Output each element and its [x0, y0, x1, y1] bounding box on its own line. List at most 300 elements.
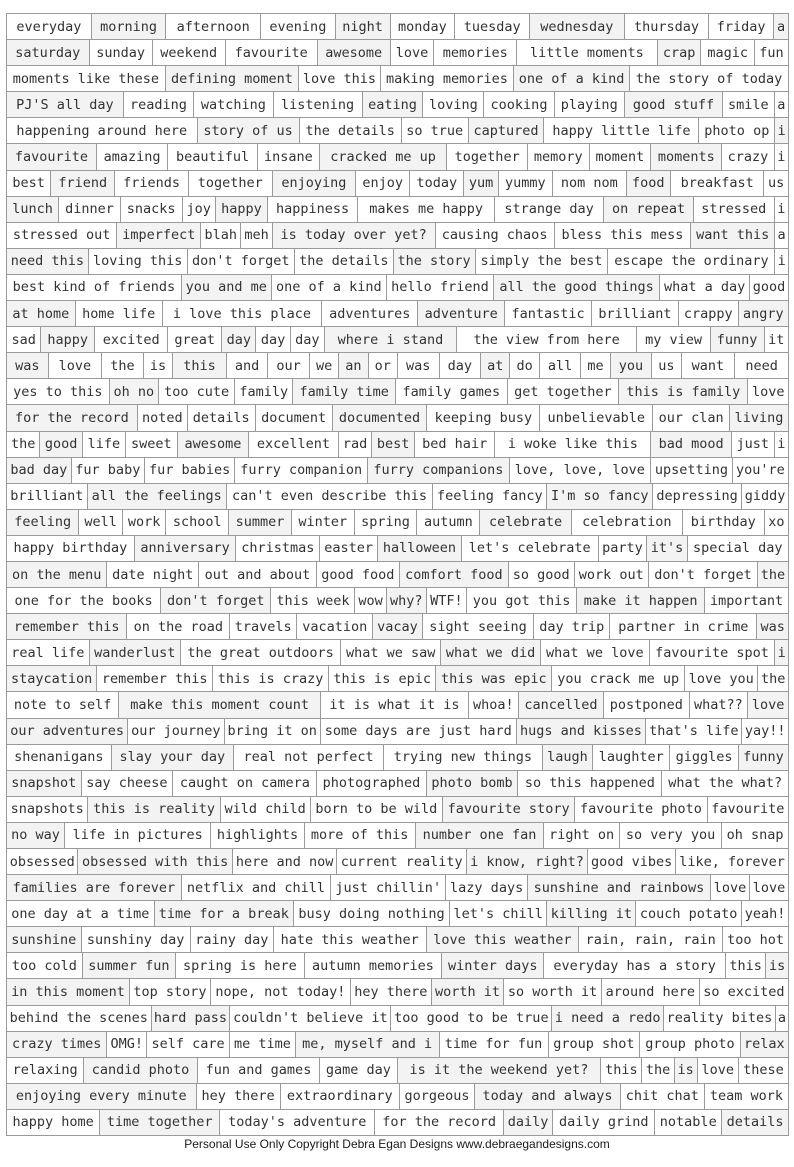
word-label: this was epic — [435, 665, 552, 692]
word-label: moment — [589, 143, 652, 170]
word-label: make this moment count — [118, 691, 321, 718]
word-label: can't even describe this — [226, 483, 433, 510]
word-label: around here — [601, 978, 700, 1005]
word-label: some days are just hard — [320, 718, 517, 745]
word-label: real life — [6, 639, 90, 666]
word-label: wild child — [220, 796, 311, 823]
word-label: love — [747, 378, 789, 405]
word-label: travels — [229, 613, 297, 640]
word-row — [6, 143, 788, 169]
word-label: staycation — [6, 665, 97, 692]
word-label: it is what it is — [320, 691, 469, 718]
word-label: time for a break — [154, 900, 294, 927]
word-label: captured — [468, 117, 545, 144]
word-label: unbelievable — [539, 404, 653, 431]
word-label: breakfast — [670, 170, 764, 197]
word-label: love — [710, 874, 750, 901]
word-label: WTF! — [426, 587, 467, 614]
word-label: anniversary — [134, 535, 237, 562]
word-label: best kind of friends — [6, 274, 182, 301]
word-label: i woke like this — [494, 431, 651, 458]
word-label: family time — [292, 378, 396, 405]
word-row — [6, 431, 788, 457]
word-label: remember this — [6, 613, 127, 640]
word-label: today — [409, 170, 464, 197]
word-label: want this — [690, 222, 775, 249]
word-label: i — [774, 431, 789, 458]
word-label: day — [221, 326, 256, 353]
word-row — [6, 587, 788, 613]
word-label: laugh — [542, 744, 593, 771]
word-label: what we saw — [340, 639, 441, 666]
word-label: school — [165, 509, 229, 536]
word-label: spring — [354, 509, 418, 536]
word-label: hey there — [196, 1083, 281, 1110]
word-label: keeping busy — [426, 404, 540, 431]
word-label: details — [187, 404, 256, 431]
word-label: fur babies — [144, 457, 235, 484]
word-label: chit chat — [620, 1083, 705, 1110]
word-label: hard pass — [151, 1005, 231, 1032]
word-label: excellent — [248, 431, 339, 458]
word-label: i — [774, 143, 789, 170]
word-label: an — [338, 352, 368, 379]
word-label: that's life — [645, 718, 742, 745]
word-label: it — [764, 326, 790, 353]
word-label: smile — [722, 91, 775, 118]
word-label: adventure — [417, 300, 505, 327]
word-label: daily grind — [552, 1109, 655, 1136]
word-label: bring it on — [224, 718, 321, 745]
word-label: noted — [137, 404, 188, 431]
word-label: killing it — [546, 900, 636, 927]
word-label: autumn memories — [304, 952, 443, 979]
word-label: we — [309, 352, 339, 379]
word-label: all the feelings — [87, 483, 227, 510]
word-label: happiness — [267, 196, 358, 223]
word-label: on the road — [126, 613, 230, 640]
word-label: adventures — [321, 300, 418, 327]
word-label: comfort food — [399, 561, 509, 588]
word-label: I'm so fancy — [546, 483, 653, 510]
word-row — [6, 1083, 788, 1109]
word-label: i need a redo — [551, 1005, 664, 1032]
word-label: funny — [710, 326, 765, 353]
word-label: don't forget — [160, 587, 271, 614]
word-label: partner in crime — [609, 613, 757, 640]
word-label: all — [539, 352, 582, 379]
word-label: you and me — [181, 274, 272, 301]
word-row — [6, 744, 788, 770]
word-row — [6, 639, 788, 665]
word-label: our clan — [652, 404, 730, 431]
word-label: depressing — [652, 483, 742, 510]
word-label: day — [255, 326, 290, 353]
word-label: hugs and kisses — [516, 718, 647, 745]
word-label: let's celebrate — [461, 535, 599, 562]
word-row — [6, 665, 788, 691]
word-row — [6, 300, 788, 326]
word-label: family games — [395, 378, 508, 405]
word-label: day trip — [533, 613, 610, 640]
word-label: rad — [338, 431, 372, 458]
word-label: awesome — [317, 39, 391, 66]
word-label: so true — [401, 117, 469, 144]
word-label: or — [368, 352, 398, 379]
word-label: favourite — [6, 143, 97, 170]
word-label: listening — [273, 91, 363, 118]
word-label: happy — [215, 196, 268, 223]
word-label: upsetting — [650, 457, 733, 484]
word-label: escape the ordinary — [607, 248, 775, 275]
word-label: notable — [654, 1109, 722, 1136]
word-label: note to self — [6, 691, 119, 718]
word-label: cooking — [483, 91, 554, 118]
word-label: afternoon — [165, 13, 261, 40]
word-label: one for the books — [6, 587, 161, 614]
word-label: happening around here — [6, 117, 198, 144]
word-label: happy — [40, 326, 95, 353]
word-row — [6, 509, 788, 535]
word-label: awesome — [177, 431, 249, 458]
word-label: i — [774, 196, 789, 223]
word-row — [6, 691, 788, 717]
word-label: dinner — [58, 196, 121, 223]
word-label: sad — [6, 326, 41, 353]
word-label: photo bomb — [426, 770, 519, 797]
word-label: brilliant — [6, 483, 88, 510]
word-label: game day — [319, 1057, 397, 1084]
word-label: my view — [636, 326, 710, 353]
word-label: life in pictures — [64, 822, 211, 849]
word-label: this is family — [618, 378, 748, 405]
word-label: the — [6, 431, 40, 458]
word-label: this — [172, 352, 227, 379]
word-label: moments like these — [6, 65, 166, 92]
word-label: no way — [6, 822, 65, 849]
word-label: good vibes — [587, 848, 676, 875]
word-label: eating — [362, 91, 424, 118]
word-label: good stuff — [624, 91, 723, 118]
word-label: in this moment — [6, 978, 130, 1005]
word-label: meh — [240, 222, 272, 249]
word-row — [6, 65, 788, 91]
word-label: you crack me up — [551, 665, 685, 692]
word-label: nope, not today! — [210, 978, 351, 1005]
word-row — [6, 1005, 788, 1031]
word-label: trying new things — [383, 744, 543, 771]
word-label: love — [747, 691, 789, 718]
word-row — [6, 900, 788, 926]
word-label: yay!! — [741, 718, 789, 745]
word-label: celebrate — [479, 509, 572, 536]
word-label: cracked me up — [319, 143, 448, 170]
word-label: whoa! — [468, 691, 519, 718]
word-label: us — [763, 170, 789, 197]
word-label: nom nom — [552, 170, 627, 197]
word-label: document — [255, 404, 333, 431]
word-label: summer — [228, 509, 292, 536]
word-label: favourite — [225, 39, 318, 66]
word-label: just — [731, 431, 775, 458]
word-label: postponed — [603, 691, 689, 718]
word-label: oh snap — [721, 822, 789, 849]
word-label: bad day — [6, 457, 72, 484]
word-row — [6, 718, 788, 744]
word-label: daily — [503, 1109, 553, 1136]
word-label: couldn't believe it — [229, 1005, 391, 1032]
word-label: relaxing — [6, 1057, 84, 1084]
word-label: everyday has a story — [543, 952, 726, 979]
word-label: winter — [291, 509, 355, 536]
word-label: enjoying — [272, 170, 357, 197]
word-label: at — [480, 352, 510, 379]
word-label: brilliant — [591, 300, 679, 327]
word-label: good — [39, 431, 83, 458]
word-label: little moments — [516, 39, 658, 66]
word-label: enjoying every minute — [6, 1083, 197, 1110]
word-label: weekend — [152, 39, 226, 66]
word-label: living — [729, 404, 789, 431]
word-label: fun and games — [197, 1057, 320, 1084]
word-label: today's adventure — [219, 1109, 375, 1136]
word-label: feeling fancy — [432, 483, 547, 510]
word-label: reading — [123, 91, 194, 118]
word-label: great — [167, 326, 222, 353]
word-label: home life — [75, 300, 163, 327]
word-label: me — [580, 352, 610, 379]
word-label: party — [598, 535, 648, 562]
word-label: want — [681, 352, 736, 379]
word-label: excited — [94, 326, 168, 353]
word-row — [6, 117, 788, 143]
word-label: loving this — [88, 248, 188, 275]
word-label: the view from here — [456, 326, 638, 353]
word-label: team work — [704, 1083, 789, 1110]
word-label: work — [122, 509, 167, 536]
word-label: obsessed with this — [77, 848, 232, 875]
word-row — [6, 1031, 788, 1057]
word-label: snapshot — [6, 770, 82, 797]
word-label: hello friend — [386, 274, 494, 301]
word-label: the — [101, 352, 144, 379]
word-label: is it the weekend yet? — [397, 1057, 602, 1084]
word-label: say cheese — [81, 770, 174, 797]
word-label: oh no — [109, 378, 159, 405]
word-label: favourite story — [442, 796, 575, 823]
word-label: making memories — [380, 65, 514, 92]
word-label: this is epic — [328, 665, 436, 692]
word-label: what a day — [659, 274, 750, 301]
word-label: so excited — [699, 978, 789, 1005]
word-label: moments — [650, 143, 722, 170]
word-label: a — [774, 91, 789, 118]
word-label: love, love, love — [509, 457, 651, 484]
word-label: out and about — [198, 561, 317, 588]
word-label: PJ'S all day — [6, 91, 124, 118]
word-label: too cold — [6, 952, 83, 979]
word-label: monday — [390, 13, 456, 40]
word-row — [6, 848, 788, 874]
word-label: lunch — [6, 196, 59, 223]
word-label: it's — [646, 535, 687, 562]
word-label: get together — [507, 378, 620, 405]
word-label: our adventures — [6, 718, 128, 745]
word-label: xo — [764, 509, 789, 536]
word-label: together — [188, 170, 273, 197]
word-label: feeling — [6, 509, 79, 536]
word-label: stressed out — [6, 222, 117, 249]
word-label: netflix and chill — [181, 874, 331, 901]
word-label: current reality — [336, 848, 467, 875]
word-label: playing — [554, 91, 625, 118]
word-label: born to be wild — [310, 796, 443, 823]
word-label: a — [775, 1005, 789, 1032]
word-row — [6, 613, 788, 639]
word-label: sunday — [89, 39, 153, 66]
word-label: fantastic — [504, 300, 592, 327]
word-row — [6, 91, 788, 117]
word-row — [6, 770, 788, 796]
word-label: yummy — [498, 170, 553, 197]
word-label: slay your day — [111, 744, 235, 771]
word-label: what we did — [440, 639, 541, 666]
word-label: all the good things — [493, 274, 660, 301]
word-label: joy — [182, 196, 216, 223]
word-label: vacay — [372, 613, 422, 640]
word-label: best — [6, 170, 51, 197]
word-label: too cute — [158, 378, 235, 405]
word-label: best — [371, 431, 415, 458]
word-label: day — [290, 326, 325, 353]
word-label: this week — [270, 587, 355, 614]
word-label: self care — [146, 1031, 230, 1058]
word-row — [6, 535, 788, 561]
word-label: us — [651, 352, 681, 379]
word-label: memory — [527, 143, 590, 170]
word-label: this — [600, 1057, 642, 1084]
word-label: too good to be true — [390, 1005, 552, 1032]
word-label: i love this place — [162, 300, 323, 327]
word-label: make it happen — [576, 587, 705, 614]
word-label: photo op — [698, 117, 775, 144]
word-label: let's chill — [449, 900, 547, 927]
word-label: top story — [129, 978, 211, 1005]
copyright-footer: Personal Use Only Copyright Debra Egan Designs www.debraegandesigns.com — [184, 1137, 610, 1151]
word-label: was — [397, 352, 440, 379]
word-label: wanderlust — [89, 639, 181, 666]
word-label: funny — [738, 744, 789, 771]
word-label: love — [697, 1057, 739, 1084]
word-label: loving — [422, 91, 484, 118]
word-row — [6, 326, 788, 352]
word-label: morning — [91, 13, 167, 40]
word-label: i — [774, 248, 789, 275]
word-row — [6, 874, 788, 900]
word-label: spring is here — [175, 952, 305, 979]
word-label: obsessed — [6, 848, 78, 875]
word-label: real not perfect — [233, 744, 384, 771]
word-row — [6, 352, 788, 378]
word-label: defining moment — [165, 65, 299, 92]
word-label: friend — [50, 170, 115, 197]
word-label: do — [509, 352, 539, 379]
word-row — [6, 39, 788, 65]
word-row — [6, 222, 788, 248]
word-label: why? — [386, 587, 427, 614]
word-label: furry companion — [234, 457, 368, 484]
word-label: special day — [687, 535, 790, 562]
word-label: birthday — [682, 509, 765, 536]
word-label: work out — [574, 561, 649, 588]
word-label: photographed — [316, 770, 426, 797]
word-label: life — [82, 431, 126, 458]
word-label: good — [749, 274, 789, 301]
word-label: on repeat — [603, 196, 694, 223]
word-label: i — [774, 117, 789, 144]
word-label: right on — [543, 822, 620, 849]
word-label: is — [143, 352, 173, 379]
word-label: important — [704, 587, 789, 614]
word-label: so very you — [619, 822, 722, 849]
word-row — [6, 170, 788, 196]
word-label: snapshots — [6, 796, 88, 823]
word-label: strange day — [494, 196, 604, 223]
word-label: lazy days — [445, 874, 527, 901]
word-label: crazy times — [6, 1031, 107, 1058]
word-label: love this weather — [426, 926, 580, 953]
word-label: is — [765, 952, 789, 979]
word-label: on the menu — [6, 561, 107, 588]
word-label: caught on camera — [172, 770, 317, 797]
word-label: good food — [316, 561, 400, 588]
word-label: bed hair — [414, 431, 495, 458]
word-label: love you — [684, 665, 758, 692]
word-label: worth it — [431, 978, 504, 1005]
word-label: today and always — [474, 1083, 621, 1110]
word-label: saturday — [6, 39, 90, 66]
word-row — [6, 926, 788, 952]
word-label: favourite — [707, 796, 789, 823]
word-label: just chillin' — [330, 874, 446, 901]
word-label: favourite photo — [574, 796, 707, 823]
word-label: stressed — [693, 196, 775, 223]
word-label: sunshine and rainbows — [527, 874, 711, 901]
word-label: sunshine — [6, 926, 82, 953]
word-label: crazy — [721, 143, 774, 170]
word-label: together — [446, 143, 528, 170]
word-label: wednesday — [529, 13, 625, 40]
word-label: a — [774, 222, 789, 249]
word-label: friday — [708, 13, 774, 40]
word-label: amazing — [96, 143, 168, 170]
word-label: too hot — [722, 926, 789, 953]
word-label: magic — [700, 39, 754, 66]
word-label: celebration — [571, 509, 683, 536]
word-label: imperfect — [116, 222, 201, 249]
word-label: love — [48, 352, 103, 379]
word-label: summer fun — [82, 952, 176, 979]
word-label: shenanigans — [6, 744, 112, 771]
word-label: fur baby — [71, 457, 145, 484]
word-label: thursday — [624, 13, 710, 40]
word-label: so worth it — [503, 978, 602, 1005]
word-label: love — [390, 39, 435, 66]
word-label: the — [641, 1057, 674, 1084]
word-label: insane — [257, 143, 320, 170]
word-label: this is reality — [87, 796, 220, 823]
word-label: so this happened — [517, 770, 662, 797]
